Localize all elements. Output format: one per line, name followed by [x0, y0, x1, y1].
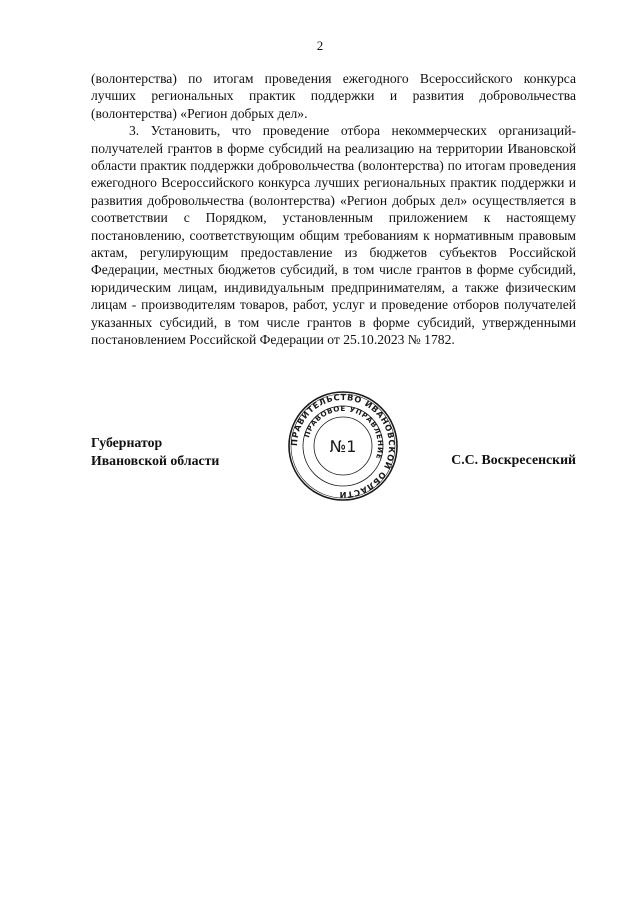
signatory-name: С.С. Воскресенский [451, 452, 576, 467]
signatory-position-line1: Губернатор [91, 435, 163, 450]
seal-inner-text: ПРАВОВОЕ УПРАВЛЕНИЕ [302, 403, 386, 461]
signatory-position-line2: Ивановской области [91, 452, 220, 468]
paragraph-continuation: (волонтерства) по итогам проведения ежегодного Всероссийского конкурса лучших региональных практик поддержки и развития добровольчества (волонтерства) «Регион добрых дел». [91, 71, 576, 121]
seal-center-number: №1 [329, 437, 357, 456]
signatory-position [91, 434, 219, 469]
document-body [91, 70, 576, 349]
paragraph-item-3: 3. Установить, что проведение отбора некоммерческих организаций-получателей грантов в форме субсидий на реализацию на территории Ивановской области практик поддержки добровольчества (волонтерства) по итогам проведения ежегодного Всероссийского конкурса лучших региональных практик поддержки и развития добровольчества (волонтерства) «Регион добрых дел» осуществляется в соответствии с Порядком, установленным приложением к настоящему постановлению, соответствующим общим требованиям к нормативным правовым актам, регулирующим предоставление из бюджетов субъектов Российской Федерации, местных бюджетов субсидий, в том числе грантов в форме субсидий, юридическим лицам, индивидуальным предпринимателям, а также физическим лицам - производителям товаров, работ, услуг и проведение отборов получателей указанных субсидий, в том числе грантов в форме субсидий, утвержденными постановлением Российской Федерации от 25.10.2023 № 1782. [91, 123, 576, 348]
seal-outer-text: ПРАВИТЕЛЬСТВО ИВАНОВСКОЙ ОБЛАСТИ [288, 391, 398, 501]
page-number: 2 [316, 38, 324, 53]
official-seal-stamp [287, 390, 399, 502]
